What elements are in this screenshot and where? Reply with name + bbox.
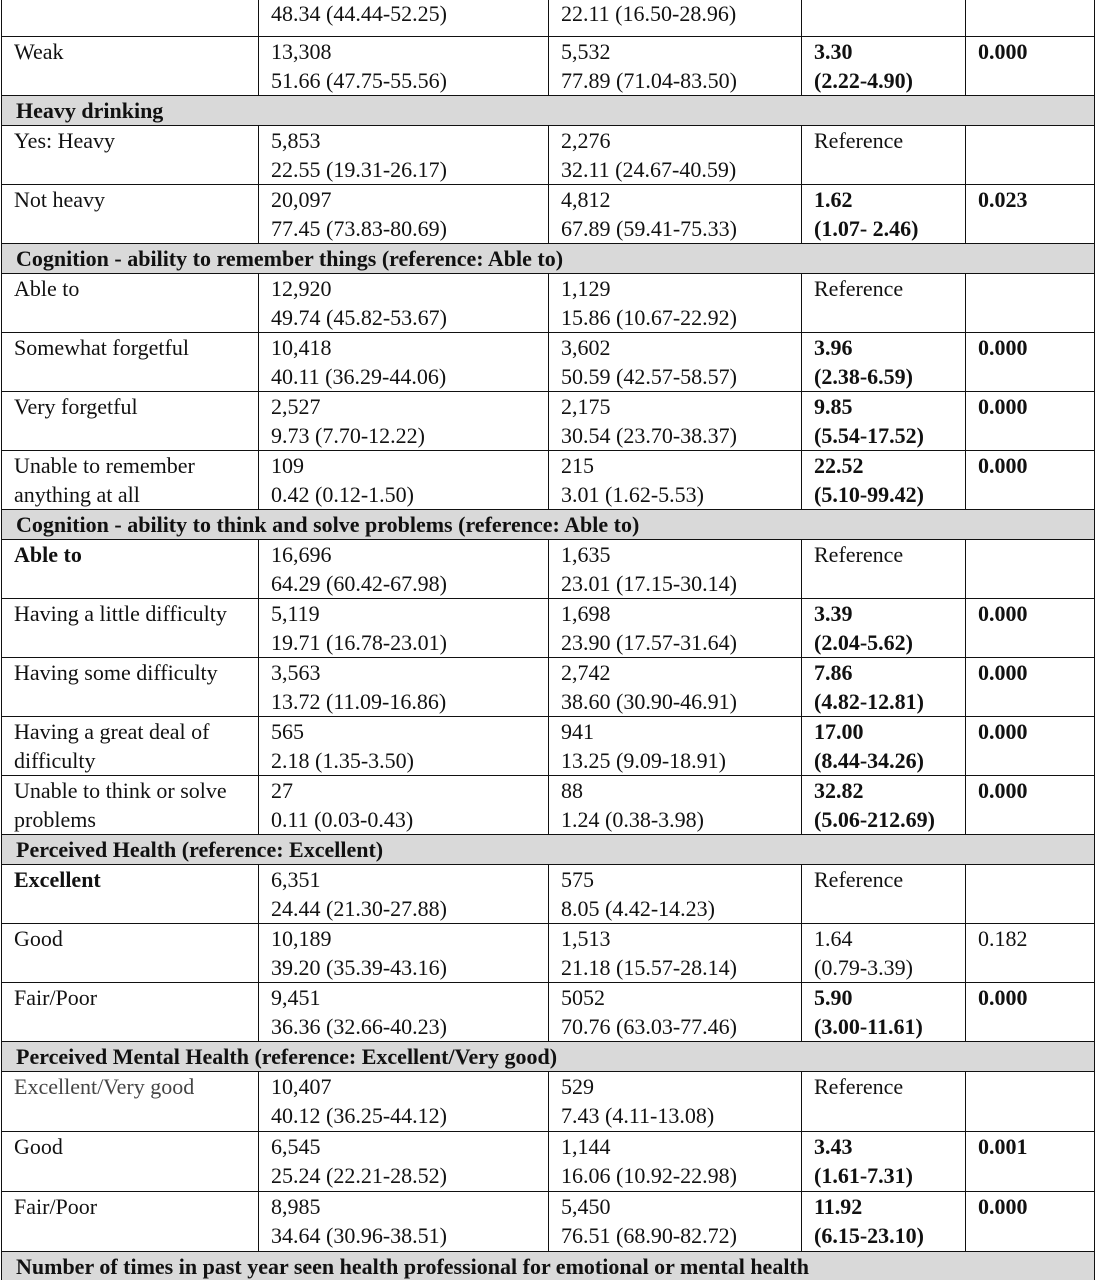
group-a-count: 27: [271, 778, 293, 803]
table-row: [2, 865, 1095, 924]
p-value-cell: [966, 865, 1095, 924]
odds-ratio-cell: [802, 924, 966, 983]
odds-ratio-value: 5.90: [814, 985, 853, 1010]
row-label: [2, 0, 259, 37]
group-b-percent-ci: 15.86 (10.67-22.92): [561, 305, 737, 330]
group-a-cell: [259, 1132, 549, 1192]
group-a-count: 9,451: [271, 985, 321, 1010]
odds-ratio-ci: (1.07- 2.46): [814, 216, 919, 241]
p-value-cell: [966, 333, 1095, 392]
group-b-count: 1,129: [561, 276, 611, 301]
p-value-cell: [966, 540, 1095, 599]
group-a-count: 13,308: [271, 39, 332, 64]
group-a-percent-ci: 34.64 (30.96-38.51): [271, 1223, 447, 1248]
section-title: Perceived Health (reference: Excellent): [2, 835, 1095, 865]
group-b-count: 575: [561, 867, 594, 892]
group-a-cell: [259, 1072, 549, 1132]
group-a-count: 5,119: [271, 601, 320, 626]
row-label: Good: [2, 924, 259, 983]
group-a-percent-ci: 48.34 (44.44-52.25): [271, 1, 447, 26]
group-a-cell: [259, 983, 549, 1042]
group-b-percent-ci: 13.25 (9.09-18.91): [561, 748, 726, 773]
odds-ratio-ci: (5.10-99.42): [814, 482, 924, 507]
table-row: [2, 451, 1095, 510]
p-value-cell: [966, 776, 1095, 835]
p-value: 0.000: [978, 660, 1028, 685]
row-label: Unable to think or solve problems: [2, 776, 259, 835]
row-label: Having a great deal of difficulty: [2, 717, 259, 776]
group-b-cell: [549, 865, 802, 924]
odds-ratio-value: 11.92: [814, 1194, 863, 1219]
section-title: Heavy drinking: [2, 96, 1095, 126]
odds-ratio-value: 7.86: [814, 660, 853, 685]
row-label: Excellent/Very good: [2, 1072, 259, 1132]
odds-ratio-cell: [802, 274, 966, 333]
odds-ratio-ci: (0.79-3.39): [814, 955, 913, 980]
odds-ratio-value: 3.96: [814, 335, 853, 360]
p-value-cell: [966, 274, 1095, 333]
group-b-count: 1,635: [561, 542, 611, 567]
odds-ratio-cell: [802, 540, 966, 599]
row-label: Good: [2, 1132, 259, 1192]
group-b-cell: [549, 658, 802, 717]
group-a-count: 109: [271, 453, 304, 478]
table-row: [2, 776, 1095, 835]
group-a-cell: [259, 392, 549, 451]
results-table-body: [2, 0, 1095, 1280]
group-b-percent-ci: 23.01 (17.15-30.14): [561, 571, 737, 596]
odds-ratio-ci: (5.54-17.52): [814, 423, 924, 448]
group-a-count: 6,351: [271, 867, 321, 892]
group-b-percent-ci: 30.54 (23.70-38.37): [561, 423, 737, 448]
p-value-cell: [966, 126, 1095, 185]
odds-ratio-cell: [802, 392, 966, 451]
odds-ratio-value: 3.39: [814, 601, 853, 626]
odds-ratio-cell: [802, 658, 966, 717]
odds-ratio-cell: [802, 776, 966, 835]
group-a-percent-ci: 0.42 (0.12-1.50): [271, 482, 414, 507]
section-header-row: [2, 244, 1095, 274]
group-a-percent-ci: 77.45 (73.83-80.69): [271, 216, 447, 241]
odds-ratio-cell: [802, 983, 966, 1042]
odds-ratio-value: Reference: [814, 1074, 904, 1099]
group-b-cell: [549, 392, 802, 451]
group-b-count: 529: [561, 1074, 594, 1099]
section-title: Cognition - ability to remember things (reference: Able to): [2, 244, 1095, 274]
table-row: [2, 392, 1095, 451]
p-value-cell: [966, 658, 1095, 717]
p-value: 0.000: [978, 719, 1028, 744]
group-a-percent-ci: 22.55 (19.31-26.17): [271, 157, 447, 182]
odds-ratio-cell: [802, 126, 966, 185]
row-label: Fair/Poor: [2, 1192, 259, 1252]
odds-ratio-value: 3.43: [814, 1134, 853, 1159]
odds-ratio-cell: [802, 717, 966, 776]
p-value-cell: [966, 0, 1095, 37]
group-a-percent-ci: 0.11 (0.03-0.43): [271, 807, 414, 832]
p-value: 0.182: [978, 926, 1028, 951]
odds-ratio-value: 3.30: [814, 39, 853, 64]
p-value: 0.000: [978, 39, 1028, 64]
p-value: 0.000: [978, 985, 1028, 1010]
group-b-count: 3,602: [561, 335, 611, 360]
odds-ratio-cell: [802, 451, 966, 510]
group-b-percent-ci: 38.60 (30.90-46.91): [561, 689, 737, 714]
group-a-cell: [259, 599, 549, 658]
group-a-count: 10,407: [271, 1074, 332, 1099]
table-row: [2, 1132, 1095, 1192]
odds-ratio-ci: (6.15-23.10): [814, 1223, 924, 1248]
group-a-cell: [259, 185, 549, 244]
group-a-cell: [259, 451, 549, 510]
group-b-percent-ci: 23.90 (17.57-31.64): [561, 630, 737, 655]
section-title: Cognition - ability to think and solve problems (reference: Able to): [2, 510, 1095, 540]
odds-ratio-value: Reference: [814, 542, 904, 567]
group-b-percent-ci: 22.11 (16.50-28.96): [561, 1, 737, 26]
p-value-cell: [966, 717, 1095, 776]
table-row: [2, 983, 1095, 1042]
odds-ratio-cell: [802, 1132, 966, 1192]
p-value: 0.000: [978, 1194, 1028, 1219]
group-a-percent-ci: 9.73 (7.70-12.22): [271, 423, 425, 448]
group-b-count: 1,513: [561, 926, 611, 951]
odds-ratio-ci: (5.06-212.69): [814, 807, 935, 832]
odds-ratio-cell: [802, 1192, 966, 1252]
group-b-cell: [549, 0, 802, 37]
odds-ratio-value: 22.52: [814, 453, 864, 478]
odds-ratio-cell: [802, 865, 966, 924]
group-a-count: 6,545: [271, 1134, 321, 1159]
group-a-percent-ci: 49.74 (45.82-53.67): [271, 305, 447, 330]
odds-ratio-ci: (3.00-11.61): [814, 1014, 923, 1039]
odds-ratio-value: 32.82: [814, 778, 864, 803]
group-a-count: 2,527: [271, 394, 321, 419]
odds-ratio-cell: [802, 1072, 966, 1132]
odds-ratio-value: 1.62: [814, 187, 853, 212]
group-b-percent-ci: 32.11 (24.67-40.59): [561, 157, 737, 182]
group-b-percent-ci: 77.89 (71.04-83.50): [561, 68, 737, 93]
odds-ratio-cell: [802, 37, 966, 96]
group-a-count: 20,097: [271, 187, 332, 212]
group-b-count: 1,144: [561, 1134, 611, 1159]
group-a-count: 3,563: [271, 660, 321, 685]
odds-ratio-ci: (4.82-12.81): [814, 689, 924, 714]
table-row: [2, 185, 1095, 244]
row-label: Having a little difficulty: [2, 599, 259, 658]
group-b-cell: [549, 274, 802, 333]
odds-ratio-cell: [802, 599, 966, 658]
group-b-count: 4,812: [561, 187, 611, 212]
table-row: [2, 599, 1095, 658]
row-label: Able to: [2, 274, 259, 333]
p-value: 0.000: [978, 453, 1028, 478]
group-a-cell: [259, 126, 549, 185]
table-row: [2, 1192, 1095, 1252]
group-b-cell: [549, 185, 802, 244]
p-value-cell: [966, 1132, 1095, 1192]
group-a-percent-ci: 40.11 (36.29-44.06): [271, 364, 447, 389]
group-b-cell: [549, 776, 802, 835]
group-b-cell: [549, 37, 802, 96]
group-b-cell: [549, 540, 802, 599]
group-b-count: 88: [561, 778, 583, 803]
group-b-cell: [549, 599, 802, 658]
group-b-count: 2,175: [561, 394, 611, 419]
group-a-percent-ci: 24.44 (21.30-27.88): [271, 896, 447, 921]
group-b-cell: [549, 126, 802, 185]
group-b-count: 2,742: [561, 660, 611, 685]
group-b-count: 941: [561, 719, 594, 744]
group-a-cell: [259, 333, 549, 392]
odds-ratio-value: 1.64: [814, 926, 853, 951]
group-b-count: 5,450: [561, 1194, 611, 1219]
group-b-percent-ci: 76.51 (68.90-82.72): [561, 1223, 737, 1248]
group-a-percent-ci: 51.66 (47.75-55.56): [271, 68, 447, 93]
odds-ratio-cell: [802, 333, 966, 392]
p-value-cell: [966, 983, 1095, 1042]
group-b-cell: [549, 451, 802, 510]
odds-ratio-value: Reference: [814, 867, 904, 892]
group-b-percent-ci: 8.05 (4.42-14.23): [561, 896, 715, 921]
row-label: Having some difficulty: [2, 658, 259, 717]
section-header-row: [2, 835, 1095, 865]
table-row: [2, 1072, 1095, 1132]
p-value: 0.023: [978, 187, 1028, 212]
group-b-percent-ci: 70.76 (63.03-77.46): [561, 1014, 737, 1039]
group-b-count: 2,276: [561, 128, 611, 153]
group-b-cell: [549, 983, 802, 1042]
group-a-percent-ci: 13.72 (11.09-16.86): [271, 689, 447, 714]
group-b-percent-ci: 3.01 (1.62-5.53): [561, 482, 704, 507]
group-a-percent-ci: 19.71 (16.78-23.01): [271, 630, 447, 655]
group-a-cell: [259, 776, 549, 835]
row-label: Unable to remember anything at all: [2, 451, 259, 510]
odds-ratio-value: 17.00: [814, 719, 864, 744]
table-row: [2, 924, 1095, 983]
row-label: Fair/Poor: [2, 983, 259, 1042]
p-value-cell: [966, 451, 1095, 510]
p-value-cell: [966, 185, 1095, 244]
group-b-count: 5052: [561, 985, 605, 1010]
group-a-count: 8,985: [271, 1194, 321, 1219]
section-header-row: [2, 1042, 1095, 1072]
row-label: Not heavy: [2, 185, 259, 244]
group-a-count: 16,696: [271, 542, 332, 567]
row-label: Weak: [2, 37, 259, 96]
row-label: Yes: Heavy: [2, 126, 259, 185]
odds-ratio-ci: (2.38-6.59): [814, 364, 913, 389]
group-a-percent-ci: 39.20 (35.39-43.16): [271, 955, 447, 980]
group-b-count: 1,698: [561, 601, 611, 626]
p-value-cell: [966, 392, 1095, 451]
odds-ratio-cell: [802, 185, 966, 244]
p-value: 0.000: [978, 601, 1028, 626]
group-a-percent-ci: 64.29 (60.42-67.98): [271, 571, 447, 596]
table-row: [2, 658, 1095, 717]
group-a-cell: [259, 37, 549, 96]
group-a-cell: [259, 1192, 549, 1252]
group-b-percent-ci: 50.59 (42.57-58.57): [561, 364, 737, 389]
row-label: Able to: [2, 540, 259, 599]
p-value-cell: [966, 1192, 1095, 1252]
results-table: [1, 0, 1095, 1280]
p-value: 0.001: [978, 1134, 1028, 1159]
group-b-cell: [549, 1072, 802, 1132]
odds-ratio-value: 9.85: [814, 394, 853, 419]
group-a-count: 565: [271, 719, 304, 744]
odds-ratio-ci: (2.04-5.62): [814, 630, 913, 655]
p-value: 0.000: [978, 335, 1028, 360]
p-value-cell: [966, 924, 1095, 983]
odds-ratio-ci: (1.61-7.31): [814, 1163, 913, 1188]
group-a-cell: [259, 717, 549, 776]
group-a-count: 12,920: [271, 276, 332, 301]
row-label: Excellent: [2, 865, 259, 924]
group-b-percent-ci: 16.06 (10.92-22.98): [561, 1163, 737, 1188]
group-b-count: 215: [561, 453, 594, 478]
group-b-cell: [549, 333, 802, 392]
row-label: Very forgetful: [2, 392, 259, 451]
table-row: [2, 333, 1095, 392]
row-label: Somewhat forgetful: [2, 333, 259, 392]
p-value: 0.000: [978, 778, 1028, 803]
group-a-percent-ci: 2.18 (1.35-3.50): [271, 748, 414, 773]
section-header-row: [2, 510, 1095, 540]
odds-ratio-ci: (2.22-4.90): [814, 68, 913, 93]
p-value-cell: [966, 599, 1095, 658]
table-row: [2, 37, 1095, 96]
group-a-cell: [259, 924, 549, 983]
section-header-row: [2, 96, 1095, 126]
odds-ratio-value: Reference: [814, 276, 904, 301]
section-title: Perceived Mental Health (reference: Excellent/Very good): [2, 1042, 1095, 1072]
group-a-cell: [259, 865, 549, 924]
table-row: [2, 0, 1095, 37]
group-b-cell: [549, 717, 802, 776]
group-a-count: 10,418: [271, 335, 332, 360]
group-a-percent-ci: 36.36 (32.66-40.23): [271, 1014, 447, 1039]
group-a-percent-ci: 40.12 (36.25-44.12): [271, 1103, 447, 1128]
table-row: [2, 126, 1095, 185]
group-b-percent-ci: 1.24 (0.38-3.98): [561, 807, 704, 832]
odds-ratio-value: Reference: [814, 128, 904, 153]
section-title: Number of times in past year seen health professional for emotional or mental health: [2, 1252, 1095, 1280]
group-a-count: 10,189: [271, 926, 332, 951]
group-a-cell: [259, 658, 549, 717]
group-a-cell: [259, 274, 549, 333]
p-value-cell: [966, 1072, 1095, 1132]
group-a-cell: [259, 540, 549, 599]
group-a-cell: [259, 0, 549, 37]
table-row: [2, 540, 1095, 599]
group-a-percent-ci: 25.24 (22.21-28.52): [271, 1163, 447, 1188]
p-value-cell: [966, 37, 1095, 96]
p-value: 0.000: [978, 394, 1028, 419]
group-b-cell: [549, 924, 802, 983]
section-header-row: [2, 1252, 1095, 1280]
group-b-cell: [549, 1132, 802, 1192]
group-b-count: 5,532: [561, 39, 611, 64]
group-b-percent-ci: 21.18 (15.57-28.14): [561, 955, 737, 980]
table-row: [2, 274, 1095, 333]
odds-ratio-cell: [802, 0, 966, 37]
table-row: [2, 717, 1095, 776]
group-b-percent-ci: 67.89 (59.41-75.33): [561, 216, 737, 241]
odds-ratio-ci: (8.44-34.26): [814, 748, 924, 773]
group-b-percent-ci: 7.43 (4.11-13.08): [561, 1103, 715, 1128]
group-a-count: 5,853: [271, 128, 321, 153]
group-b-cell: [549, 1192, 802, 1252]
